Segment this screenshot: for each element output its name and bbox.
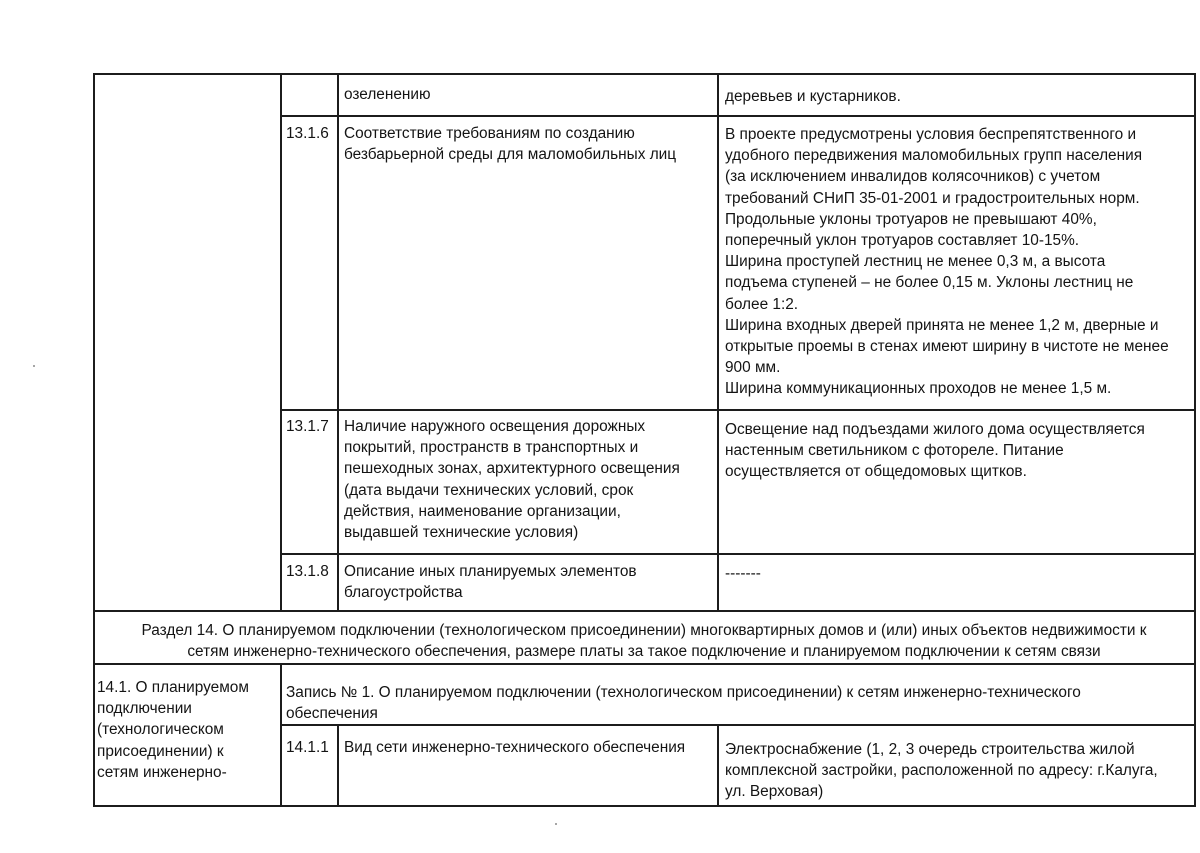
section-title: Раздел 14. О планируемом подключении (технологическом присоединении) многоквартирных домов и (или) иных объектов недвижимости к сетям инженерно-технического обеспечения, размере платы за такое подключение и планируемом подключении к сетям связи	[141, 622, 1147, 661]
column-divider	[337, 73, 339, 612]
row-name-cell: Описание иных планируемых элементов благоустройства	[344, 563, 637, 602]
row-number: 13.1.8	[286, 563, 329, 580]
row-number: 14.1.1	[286, 739, 329, 756]
row-number: 13.1.6	[286, 125, 329, 142]
table-border-right	[1194, 73, 1196, 807]
table-border-left	[93, 73, 95, 807]
subsection-label: 14.1. О планируемом подключении (технологическом присоединении) к сетям инженерно-	[97, 679, 249, 781]
row-value-cell: -------	[725, 565, 761, 582]
record-heading: Запись № 1. О планируемом подключении (технологическом присоединении) к сетям инженерно-технического обеспечения	[286, 684, 1081, 723]
row-divider	[280, 115, 1196, 117]
row-value-cell: Освещение над подъездами жилого дома осуществляется настенным светильником с фотореле. Питание осуществляется от общедомовых щитков.	[725, 421, 1145, 481]
column-divider	[717, 73, 719, 612]
scan-speck	[33, 365, 35, 367]
section-divider	[93, 663, 1196, 665]
row-name-cell: Наличие наружного освещения дорожных покрытий, пространств в транспортных и пешеходных зонах, архитектурного освещения (дата выдачи технических условий, срок действия, наименование организации, выдавшей технические условия)	[344, 418, 680, 542]
row-value-cell: деревьев и кустарников.	[725, 88, 901, 105]
column-divider	[280, 663, 282, 807]
column-divider	[717, 724, 719, 807]
row-divider	[280, 553, 1196, 555]
scan-speck	[555, 823, 557, 825]
row-value-cell: В проекте предусмотрены условия беспрепятственного и удобного передвижения маломобильных групп населения (за исключением инвалидов колясочников) с учетом требований СНиП 35-01-2001 и градостроительных норм. Продольные уклоны тротуаров не превышают 40%, поперечный уклон тротуаров составляет 10-15%. Ширина проступей лестниц не менее 0,3 м, а высота подъема ступеней – не более 0,15 м. Уклоны лестниц не более 1:2. Ширина входных дверей принята не менее 1,2 м, дверные и открытые проемы в стенах имеют ширину в чистоте не менее 900 мм. Ширина коммуникационных проходов не менее 1,5 м.	[725, 126, 1169, 398]
table-border-bottom	[93, 805, 1196, 807]
row-name-cell: Соответствие требованиям по созданию безбарьерной среды для маломобильных лиц	[344, 125, 677, 164]
row-name-cell: Вид сети инженерно-технического обеспечения	[344, 739, 686, 756]
column-divider	[337, 724, 339, 807]
table-border-top	[93, 73, 1196, 75]
row-divider	[280, 409, 1196, 411]
row-name-cell: озеленению	[344, 86, 431, 103]
row-number: 13.1.7	[286, 418, 329, 435]
section-divider	[93, 610, 1196, 612]
column-divider	[280, 73, 282, 612]
row-value-cell: Электроснабжение (1, 2, 3 очередь строительства жилой комплексной застройки, расположенной по адресу: г.Калуга, ул. Верховая)	[725, 741, 1158, 801]
